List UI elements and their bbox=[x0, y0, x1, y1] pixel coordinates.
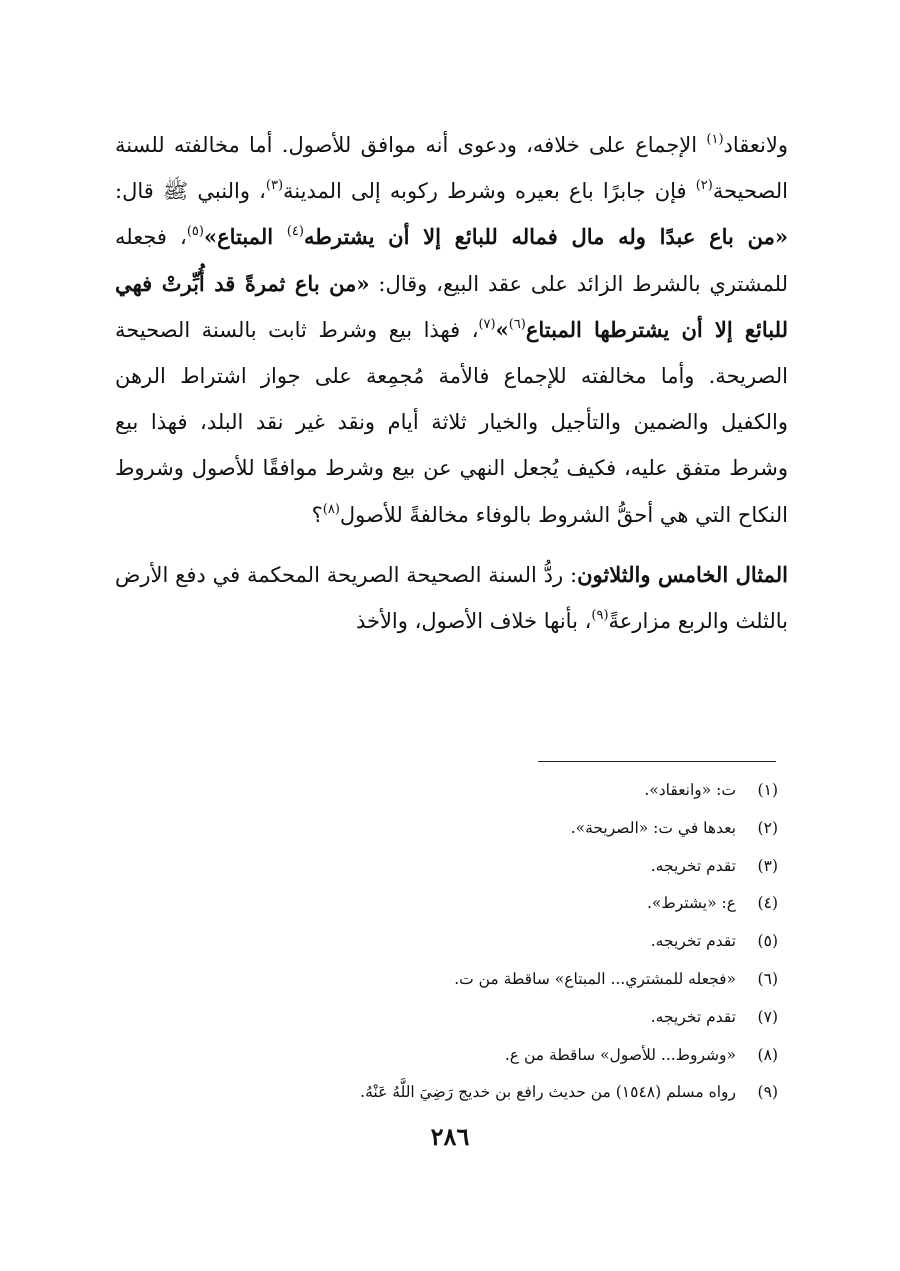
footnote bbox=[115, 999, 778, 1037]
footnote-number: (١) bbox=[757, 781, 778, 799]
footnote-number: (٤) bbox=[757, 894, 778, 913]
footnote-ref-8: (٨) bbox=[322, 501, 340, 517]
footnote bbox=[115, 1074, 778, 1112]
footnote-number: (٣) bbox=[757, 856, 778, 875]
hadith-quote: » bbox=[495, 316, 509, 342]
footnote-ref-5: (٥) bbox=[186, 224, 204, 240]
section-heading: المثال الخامس والثلاثون bbox=[577, 561, 789, 587]
main-text bbox=[115, 122, 788, 644]
footnote bbox=[115, 885, 778, 923]
footnote-ref-6: (٦) bbox=[508, 316, 526, 332]
footnote-number: (٥) bbox=[757, 932, 778, 951]
footnote-ref-9: (٩) bbox=[591, 608, 609, 624]
footnote-ref-3: (٣) bbox=[265, 178, 284, 194]
footnote bbox=[115, 848, 778, 886]
text-run: ، بأنها خلاف الأصول، والأخذ bbox=[355, 609, 592, 634]
footnote-divider bbox=[538, 761, 776, 762]
footnote-ref-2: (٢) bbox=[695, 178, 713, 194]
text-run: : ردُّ السنة الصحيحة الصريحة المحكمة في دفع الأرض بالثلث والربع مزارعةً bbox=[115, 562, 788, 634]
text-run: ، والنبي ﷺ قال: bbox=[115, 179, 266, 204]
text-run: ، فهذا بيع وشرط ثابت بالسنة الصحيحة الصريحة. وأما مخالفته للإجماع فالأمة مُجمِعة على جواز اشتراط الرهن والكفيل والضمين والتأجيل والخيار ثلاثة أيام ونقد غير نقد البلد، فهذا بيع وشرط متفق عليه، فكيف يُجعل النهي عن بيع وشرط موافقًا للأصول وشروط النكاح التي هي أحقُّ الشروط بالوفاء مخالفةً للأصول bbox=[115, 317, 788, 527]
footnote-text: تقدم تخريجه. bbox=[650, 932, 736, 951]
footnote-text: بعدها في ت: «الصريحة». bbox=[570, 818, 736, 837]
footnote-number: (٧) bbox=[757, 1007, 778, 1026]
footnote bbox=[115, 810, 778, 848]
text-run: ولانعقاد bbox=[723, 133, 788, 157]
footnote-text: ت: «وانعقاد». bbox=[644, 781, 736, 799]
footnote bbox=[115, 772, 778, 810]
footnote bbox=[115, 923, 778, 961]
footnote-text: «فجعله للمشتري... المبتاع» ساقطة من ت. bbox=[454, 969, 736, 988]
text-run: فإن جابرًا باع بعيره وشرط ركوبه إلى المدينة bbox=[283, 179, 696, 204]
footnote-number: (٩) bbox=[757, 1083, 778, 1102]
footnotes bbox=[115, 772, 778, 1112]
paragraph-1 bbox=[115, 122, 788, 538]
footnote-ref-4: (٤) bbox=[286, 224, 304, 240]
footnote-text: رواه مسلم (١٥٤٨) من حديث رافع بن خديج رَضِيَ اللَّهُ عَنْهُ. bbox=[360, 1083, 736, 1102]
paragraph-2 bbox=[115, 552, 788, 644]
hadith-quote: المبتاع» bbox=[203, 224, 287, 250]
footnote-ref-7: (٧) bbox=[478, 316, 496, 332]
footnote bbox=[115, 961, 778, 999]
text-run: ؟ bbox=[311, 502, 323, 527]
footnote-number: (٦) bbox=[757, 969, 778, 988]
text-run: الإجماع على خلافه، ودعوى أنه موافق للأصول. أما مخالفته للسنة الصحيحة bbox=[115, 133, 788, 204]
footnote-text: تقدم تخريجه. bbox=[650, 1007, 736, 1026]
footnote-number: (٨) bbox=[757, 1045, 778, 1064]
footnote-ref-1: (١) bbox=[706, 132, 724, 147]
footnote-text: ع: «يشترط». bbox=[647, 894, 736, 913]
footnote-text: تقدم تخريجه. bbox=[650, 856, 736, 875]
text-run: ، فجعله للمشتري بالشرط الزائد على عقد البيع، وقال: bbox=[115, 225, 788, 296]
footnote bbox=[115, 1037, 778, 1075]
footnote-text: «وشروط... للأصول» ساقطة من ع. bbox=[504, 1045, 736, 1064]
page-number: ٢٨٦ bbox=[430, 1122, 470, 1151]
hadith-quote: «من باع ثمرةً قد أُبِّرتْ فهي للبائع إلا أن يشترطها المبتاع bbox=[115, 270, 788, 342]
hadith-quote: «من باع عبدًا وله مال فماله للبائع إلا أن يشترطه bbox=[303, 224, 788, 250]
footnote-number: (٢) bbox=[757, 818, 778, 837]
